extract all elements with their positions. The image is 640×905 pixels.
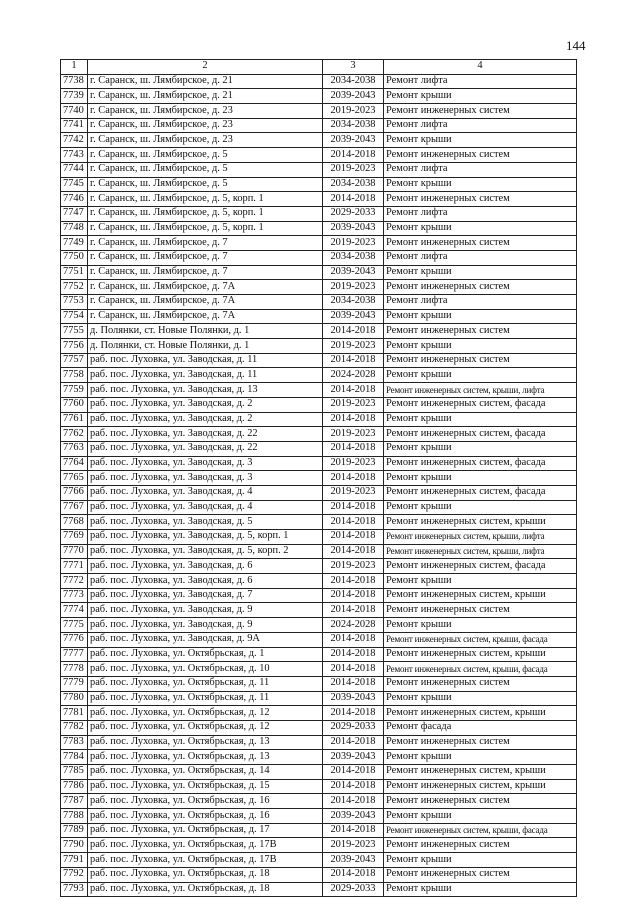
work-type-cell: Ремонт инженерных систем [384, 676, 577, 691]
table-row [61, 339, 577, 354]
work-type-cell: Ремонт инженерных систем, крыши [384, 779, 577, 794]
repair-period-cell: 2014-2018 [323, 779, 384, 794]
repair-period-cell: 2014-2018 [323, 603, 384, 618]
row-number-cell: 7756 [61, 339, 88, 354]
address-cell: раб. пос. Луховка, ул. Заводская, д. 4 [88, 500, 323, 515]
row-number-cell: 7779 [61, 676, 88, 691]
work-type-cell: Ремонт крыши [384, 412, 577, 427]
table-header-row [61, 60, 577, 75]
table-row [61, 471, 577, 486]
work-type-cell: Ремонт крыши [384, 309, 577, 324]
work-type-cell: Ремонт крыши [384, 89, 577, 104]
work-type-cell: Ремонт инженерных систем, крыши [384, 588, 577, 603]
table-row [61, 720, 577, 735]
repair-period-cell: 2039-2043 [323, 809, 384, 824]
row-number-cell: 7755 [61, 324, 88, 339]
table-row [61, 383, 577, 398]
table-row [61, 662, 577, 677]
work-type-cell: Ремонт лифта [384, 295, 577, 310]
row-number-cell: 7793 [61, 882, 88, 897]
table-row [61, 515, 577, 530]
repair-period-cell: 2014-2018 [323, 706, 384, 721]
address-cell: раб. пос. Луховка, ул. Октябрьская, д. 16 [88, 794, 323, 809]
table-row [61, 632, 577, 647]
address-cell: раб. пос. Луховка, ул. Октябрьская, д. 17 [88, 823, 323, 838]
address-cell: раб. пос. Луховка, ул. Заводская, д. 9А [88, 632, 323, 647]
address-cell: г. Саранск, ш. Лямбирское, д. 5 [88, 148, 323, 163]
table-row [61, 676, 577, 691]
work-type-cell: Ремонт инженерных систем, крыши [384, 515, 577, 530]
work-type-cell: Ремонт инженерных систем [384, 838, 577, 853]
repair-period-cell: 2034-2038 [323, 118, 384, 133]
work-type-cell: Ремонт крыши [384, 809, 577, 824]
row-number-cell: 7738 [61, 74, 88, 89]
table-row [61, 618, 577, 633]
work-type-cell: Ремонт крыши [384, 500, 577, 515]
repair-period-cell: 2019-2023 [323, 397, 384, 412]
work-type-cell: Ремонт лифта [384, 206, 577, 221]
repair-period-cell: 2014-2018 [323, 353, 384, 368]
column-header-period: 3 [323, 60, 384, 75]
address-cell: г. Саранск, ш. Лямбирское, д. 21 [88, 89, 323, 104]
address-cell: раб. пос. Луховка, ул. Октябрьская, д. 16 [88, 809, 323, 824]
repair-period-cell: 2014-2018 [323, 823, 384, 838]
table-row [61, 280, 577, 295]
repair-period-cell: 2034-2038 [323, 177, 384, 192]
repair-period-cell: 2014-2018 [323, 794, 384, 809]
address-cell: раб. пос. Луховка, ул. Октябрьская, д. 11 [88, 676, 323, 691]
work-type-cell: Ремонт инженерных систем, крыши [384, 765, 577, 780]
table-row [61, 809, 577, 824]
row-number-cell: 7775 [61, 618, 88, 633]
address-cell: раб. пос. Луховка, ул. Октябрьская, д. 18 [88, 867, 323, 882]
table-row [61, 706, 577, 721]
row-number-cell: 7744 [61, 162, 88, 177]
table-row [61, 177, 577, 192]
row-number-cell: 7781 [61, 706, 88, 721]
row-number-cell: 7792 [61, 867, 88, 882]
address-cell: раб. пос. Луховка, ул. Заводская, д. 2 [88, 397, 323, 412]
row-number-cell: 7762 [61, 427, 88, 442]
row-number-cell: 7782 [61, 720, 88, 735]
address-cell: раб. пос. Луховка, ул. Октябрьская, д. 13 [88, 735, 323, 750]
address-cell: раб. пос. Луховка, ул. Заводская, д. 3 [88, 456, 323, 471]
address-cell: раб. пос. Луховка, ул. Заводская, д. 5, корп. 2 [88, 544, 323, 559]
table-row [61, 192, 577, 207]
row-number-cell: 7788 [61, 809, 88, 824]
row-number-cell: 7747 [61, 206, 88, 221]
row-number-cell: 7751 [61, 265, 88, 280]
row-number-cell: 7764 [61, 456, 88, 471]
row-number-cell: 7752 [61, 280, 88, 295]
address-cell: раб. пос. Луховка, ул. Заводская, д. 7 [88, 588, 323, 603]
row-number-cell: 7771 [61, 559, 88, 574]
row-number-cell: 7787 [61, 794, 88, 809]
row-number-cell: 7759 [61, 383, 88, 398]
address-cell: раб. пос. Луховка, ул. Заводская, д. 6 [88, 574, 323, 589]
work-type-cell: Ремонт крыши [384, 882, 577, 897]
repair-period-cell: 2014-2018 [323, 632, 384, 647]
address-cell: раб. пос. Луховка, ул. Октябрьская, д. 15 [88, 779, 323, 794]
row-number-cell: 7790 [61, 838, 88, 853]
work-type-cell: Ремонт крыши [384, 177, 577, 192]
work-type-cell: Ремонт инженерных систем [384, 867, 577, 882]
work-type-cell: Ремонт крыши [384, 368, 577, 383]
column-header-address: 2 [88, 60, 323, 75]
repair-schedule-table [60, 59, 577, 897]
table-row [61, 118, 577, 133]
row-number-cell: 7770 [61, 544, 88, 559]
repair-period-cell: 2014-2018 [323, 471, 384, 486]
row-number-cell: 7754 [61, 309, 88, 324]
row-number-cell: 7761 [61, 412, 88, 427]
address-cell: раб. пос. Луховка, ул. Заводская, д. 22 [88, 427, 323, 442]
address-cell: раб. пос. Луховка, ул. Заводская, д. 13 [88, 383, 323, 398]
repair-period-cell: 2029-2033 [323, 720, 384, 735]
work-type-cell: Ремонт инженерных систем, крыши, фасада [384, 823, 577, 838]
repair-period-cell: 2039-2043 [323, 309, 384, 324]
work-type-cell: Ремонт инженерных систем, крыши, фасада [384, 662, 577, 677]
repair-period-cell: 2019-2023 [323, 236, 384, 251]
table-row [61, 691, 577, 706]
row-number-cell: 7765 [61, 471, 88, 486]
table-row [61, 353, 577, 368]
row-number-cell: 7773 [61, 588, 88, 603]
row-number-cell: 7791 [61, 853, 88, 868]
repair-period-cell: 2014-2018 [323, 574, 384, 589]
repair-period-cell: 2039-2043 [323, 133, 384, 148]
address-cell: д. Полянки, ст. Новые Полянки, д. 1 [88, 324, 323, 339]
table-row [61, 133, 577, 148]
address-cell: раб. пос. Луховка, ул. Октябрьская, д. 18 [88, 882, 323, 897]
table-row [61, 823, 577, 838]
address-cell: раб. пос. Луховка, ул. Заводская, д. 6 [88, 559, 323, 574]
repair-period-cell: 2014-2018 [323, 500, 384, 515]
work-type-cell: Ремонт крыши [384, 471, 577, 486]
table-row [61, 456, 577, 471]
work-type-cell: Ремонт крыши [384, 133, 577, 148]
table-body [61, 74, 577, 897]
work-type-cell: Ремонт инженерных систем [384, 104, 577, 119]
work-type-cell: Ремонт крыши [384, 853, 577, 868]
address-cell: раб. пос. Луховка, ул. Заводская, д. 4 [88, 485, 323, 500]
row-number-cell: 7789 [61, 823, 88, 838]
row-number-cell: 7740 [61, 104, 88, 119]
repair-period-cell: 2024-2028 [323, 618, 384, 633]
repair-period-cell: 2014-2018 [323, 530, 384, 545]
address-cell: г. Саранск, ш. Лямбирское, д. 23 [88, 118, 323, 133]
row-number-cell: 7767 [61, 500, 88, 515]
row-number-cell: 7746 [61, 192, 88, 207]
repair-period-cell: 2014-2018 [323, 148, 384, 163]
work-type-cell: Ремонт инженерных систем [384, 353, 577, 368]
page-number: 144 [566, 38, 586, 53]
table-row [61, 89, 577, 104]
work-type-cell: Ремонт инженерных систем, фасада [384, 559, 577, 574]
table-row [61, 265, 577, 280]
work-type-cell: Ремонт инженерных систем, крыши [384, 706, 577, 721]
repair-period-cell: 2014-2018 [323, 383, 384, 398]
work-type-cell: Ремонт инженерных систем [384, 794, 577, 809]
column-header-number: 1 [61, 60, 88, 75]
work-type-cell: Ремонт инженерных систем, крыши, фасада [384, 632, 577, 647]
table-row [61, 427, 577, 442]
table-row [61, 647, 577, 662]
table-row [61, 324, 577, 339]
row-number-cell: 7753 [61, 295, 88, 310]
address-cell: раб. пос. Луховка, ул. Октябрьская, д. 12 [88, 706, 323, 721]
repair-period-cell: 2019-2023 [323, 339, 384, 354]
table-row [61, 588, 577, 603]
repair-period-cell: 2014-2018 [323, 662, 384, 677]
table-row [61, 838, 577, 853]
work-type-cell: Ремонт крыши [384, 265, 577, 280]
table-row [61, 500, 577, 515]
table-row [61, 867, 577, 882]
table-row [61, 412, 577, 427]
table-row [61, 794, 577, 809]
row-number-cell: 7742 [61, 133, 88, 148]
table-row [61, 206, 577, 221]
table-row [61, 735, 577, 750]
repair-period-cell: 2024-2028 [323, 368, 384, 383]
table-row [61, 530, 577, 545]
work-type-cell: Ремонт инженерных систем [384, 280, 577, 295]
table-row [61, 485, 577, 500]
address-cell: г. Саранск, ш. Лямбирское, д. 5, корп. 1 [88, 206, 323, 221]
address-cell: раб. пос. Луховка, ул. Заводская, д. 5, корп. 1 [88, 530, 323, 545]
address-cell: раб. пос. Луховка, ул. Октябрьская, д. 17В [88, 853, 323, 868]
row-number-cell: 7745 [61, 177, 88, 192]
work-type-cell: Ремонт инженерных систем [384, 192, 577, 207]
row-number-cell: 7760 [61, 397, 88, 412]
address-cell: г. Саранск, ш. Лямбирское, д. 7А [88, 280, 323, 295]
row-number-cell: 7750 [61, 250, 88, 265]
table-row [61, 104, 577, 119]
address-cell: г. Саранск, ш. Лямбирское, д. 5 [88, 162, 323, 177]
table-row [61, 74, 577, 89]
address-cell: г. Саранск, ш. Лямбирское, д. 7 [88, 236, 323, 251]
row-number-cell: 7772 [61, 574, 88, 589]
address-cell: раб. пос. Луховка, ул. Октябрьская, д. 10 [88, 662, 323, 677]
address-cell: раб. пос. Луховка, ул. Заводская, д. 9 [88, 603, 323, 618]
row-number-cell: 7749 [61, 236, 88, 251]
repair-period-cell: 2019-2023 [323, 485, 384, 500]
repair-period-cell: 2039-2043 [323, 265, 384, 280]
repair-period-cell: 2039-2043 [323, 691, 384, 706]
address-cell: раб. пос. Луховка, ул. Заводская, д. 2 [88, 412, 323, 427]
work-type-cell: Ремонт инженерных систем, крыши, лифта [384, 383, 577, 398]
row-number-cell: 7743 [61, 148, 88, 163]
column-header-work: 4 [384, 60, 577, 75]
address-cell: раб. пос. Луховка, ул. Заводская, д. 9 [88, 618, 323, 633]
work-type-cell: Ремонт лифта [384, 162, 577, 177]
repair-period-cell: 2014-2018 [323, 441, 384, 456]
work-type-cell: Ремонт инженерных систем [384, 603, 577, 618]
work-type-cell: Ремонт инженерных систем [384, 148, 577, 163]
row-number-cell: 7766 [61, 485, 88, 500]
address-cell: раб. пос. Луховка, ул. Октябрьская, д. 11 [88, 691, 323, 706]
repair-period-cell: 2034-2038 [323, 295, 384, 310]
repair-period-cell: 2039-2043 [323, 750, 384, 765]
table-row [61, 765, 577, 780]
table-row [61, 162, 577, 177]
repair-period-cell: 2014-2018 [323, 515, 384, 530]
address-cell: раб. пос. Луховка, ул. Октябрьская, д. 12 [88, 720, 323, 735]
table-row [61, 221, 577, 236]
table-row [61, 559, 577, 574]
work-type-cell: Ремонт инженерных систем, фасада [384, 485, 577, 500]
repair-period-cell: 2039-2043 [323, 221, 384, 236]
row-number-cell: 7778 [61, 662, 88, 677]
table-row [61, 250, 577, 265]
repair-period-cell: 2014-2018 [323, 324, 384, 339]
address-cell: г. Саранск, ш. Лямбирское, д. 7 [88, 265, 323, 280]
repair-period-cell: 2014-2018 [323, 735, 384, 750]
row-number-cell: 7769 [61, 530, 88, 545]
address-cell: раб. пос. Луховка, ул. Заводская, д. 5 [88, 515, 323, 530]
row-number-cell: 7780 [61, 691, 88, 706]
repair-period-cell: 2014-2018 [323, 765, 384, 780]
address-cell: раб. пос. Луховка, ул. Октябрьская, д. 1 [88, 647, 323, 662]
table-row [61, 295, 577, 310]
repair-period-cell: 2014-2018 [323, 676, 384, 691]
repair-period-cell: 2014-2018 [323, 867, 384, 882]
row-number-cell: 7785 [61, 765, 88, 780]
work-type-cell: Ремонт фасада [384, 720, 577, 735]
repair-period-cell: 2019-2023 [323, 104, 384, 119]
address-cell: г. Саранск, ш. Лямбирское, д. 7А [88, 295, 323, 310]
row-number-cell: 7757 [61, 353, 88, 368]
work-type-cell: Ремонт инженерных систем, крыши, лифта [384, 544, 577, 559]
repair-period-cell: 2014-2018 [323, 412, 384, 427]
repair-period-cell: 2034-2038 [323, 74, 384, 89]
work-type-cell: Ремонт крыши [384, 691, 577, 706]
work-type-cell: Ремонт крыши [384, 441, 577, 456]
repair-period-cell: 2029-2033 [323, 206, 384, 221]
address-cell: г. Саранск, ш. Лямбирское, д. 5 [88, 177, 323, 192]
work-type-cell: Ремонт крыши [384, 339, 577, 354]
repair-period-cell: 2014-2018 [323, 647, 384, 662]
address-cell: раб. пос. Луховка, ул. Заводская, д. 22 [88, 441, 323, 456]
table-row [61, 574, 577, 589]
table-row [61, 779, 577, 794]
repair-period-cell: 2014-2018 [323, 192, 384, 207]
address-cell: раб. пос. Луховка, ул. Заводская, д. 3 [88, 471, 323, 486]
repair-period-cell: 2029-2033 [323, 882, 384, 897]
repair-period-cell: 2019-2023 [323, 427, 384, 442]
work-type-cell: Ремонт лифта [384, 74, 577, 89]
row-number-cell: 7739 [61, 89, 88, 104]
work-type-cell: Ремонт инженерных систем, крыши, лифта [384, 530, 577, 545]
row-number-cell: 7786 [61, 779, 88, 794]
row-number-cell: 7748 [61, 221, 88, 236]
work-type-cell: Ремонт лифта [384, 118, 577, 133]
repair-period-cell: 2014-2018 [323, 588, 384, 603]
address-cell: раб. пос. Луховка, ул. Заводская, д. 11 [88, 353, 323, 368]
repair-period-cell: 2019-2023 [323, 280, 384, 295]
table-row [61, 603, 577, 618]
repair-period-cell: 2039-2043 [323, 853, 384, 868]
address-cell: г. Саранск, ш. Лямбирское, д. 23 [88, 133, 323, 148]
work-type-cell: Ремонт инженерных систем [384, 236, 577, 251]
table-row [61, 441, 577, 456]
row-number-cell: 7763 [61, 441, 88, 456]
work-type-cell: Ремонт инженерных систем, фасада [384, 427, 577, 442]
row-number-cell: 7784 [61, 750, 88, 765]
table-row [61, 882, 577, 897]
row-number-cell: 7783 [61, 735, 88, 750]
repair-period-cell: 2039-2043 [323, 89, 384, 104]
work-type-cell: Ремонт инженерных систем, фасада [384, 397, 577, 412]
repair-period-cell: 2014-2018 [323, 544, 384, 559]
table-row [61, 236, 577, 251]
repair-period-cell: 2019-2023 [323, 838, 384, 853]
repair-period-cell: 2019-2023 [323, 456, 384, 471]
repair-period-cell: 2034-2038 [323, 250, 384, 265]
address-cell: г. Саранск, ш. Лямбирское, д. 23 [88, 104, 323, 119]
table-row [61, 544, 577, 559]
table-row [61, 309, 577, 324]
row-number-cell: 7758 [61, 368, 88, 383]
work-type-cell: Ремонт инженерных систем [384, 324, 577, 339]
work-type-cell: Ремонт инженерных систем, крыши [384, 647, 577, 662]
work-type-cell: Ремонт крыши [384, 574, 577, 589]
repair-period-cell: 2019-2023 [323, 162, 384, 177]
table-row [61, 750, 577, 765]
work-type-cell: Ремонт крыши [384, 750, 577, 765]
table-row [61, 853, 577, 868]
address-cell: д. Полянки, ст. Новые Полянки, д. 1 [88, 339, 323, 354]
address-cell: раб. пос. Луховка, ул. Октябрьская, д. 13 [88, 750, 323, 765]
row-number-cell: 7776 [61, 632, 88, 647]
address-cell: раб. пос. Луховка, ул. Октябрьская, д. 14 [88, 765, 323, 780]
work-type-cell: Ремонт инженерных систем, фасада [384, 456, 577, 471]
table-row [61, 397, 577, 412]
row-number-cell: 7768 [61, 515, 88, 530]
work-type-cell: Ремонт инженерных систем [384, 735, 577, 750]
work-type-cell: Ремонт крыши [384, 618, 577, 633]
address-cell: раб. пос. Луховка, ул. Октябрьская, д. 17В [88, 838, 323, 853]
work-type-cell: Ремонт крыши [384, 221, 577, 236]
repair-period-cell: 2019-2023 [323, 559, 384, 574]
address-cell: г. Саранск, ш. Лямбирское, д. 5, корп. 1 [88, 221, 323, 236]
row-number-cell: 7777 [61, 647, 88, 662]
row-number-cell: 7741 [61, 118, 88, 133]
address-cell: г. Саранск, ш. Лямбирское, д. 7 [88, 250, 323, 265]
address-cell: раб. пос. Луховка, ул. Заводская, д. 11 [88, 368, 323, 383]
table-row [61, 148, 577, 163]
row-number-cell: 7774 [61, 603, 88, 618]
address-cell: г. Саранск, ш. Лямбирское, д. 5, корп. 1 [88, 192, 323, 207]
work-type-cell: Ремонт лифта [384, 250, 577, 265]
table-row [61, 368, 577, 383]
address-cell: г. Саранск, ш. Лямбирское, д. 7А [88, 309, 323, 324]
address-cell: г. Саранск, ш. Лямбирское, д. 21 [88, 74, 323, 89]
